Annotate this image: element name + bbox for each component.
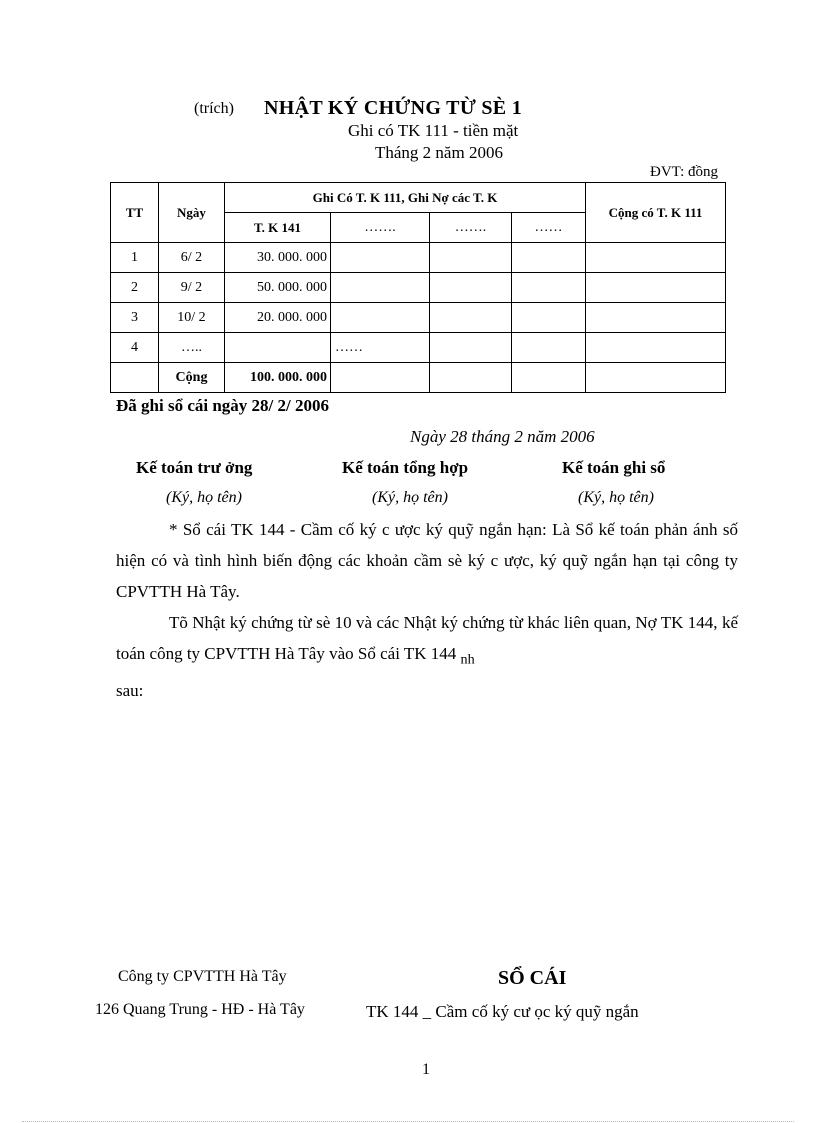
cell-c4 xyxy=(512,243,586,273)
cell-c4 xyxy=(512,363,586,393)
signature-note: (Ký, họ tên) xyxy=(372,489,448,506)
journal-period: Tháng 2 năm 2006 xyxy=(375,143,503,162)
table-row xyxy=(111,333,726,363)
paragraph-ledger-source-end: sau: xyxy=(116,681,144,701)
cell-tt: 4 xyxy=(111,333,159,363)
group-header: Ghi Có T. K 111, Ghi Nợ các T. K xyxy=(225,183,586,213)
cell-date: 9/ 2 xyxy=(159,273,225,303)
page-number: 1 xyxy=(422,1061,430,1078)
cell-tk141: 30. 000. 000 xyxy=(225,243,331,273)
signature-note: (Ký, họ tên) xyxy=(166,489,242,506)
title-prefix: (trích) xyxy=(194,100,234,117)
table-header-row xyxy=(111,183,726,213)
page-title: NHẬT KÝ CHỨNG TỪ SÈ 1 xyxy=(264,97,522,119)
table-sum-row xyxy=(111,363,726,393)
table-row xyxy=(111,243,726,273)
paragraph-ledger-description: * Sổ cái TK 144 - Cầm cố ký c ược ký quỹ ngắn hạn: Là Sổ kế toán phản ánh số hiện có và tình hình biến động các khoản cầm sè ký c ược, ký quỹ ngắn hạn tại công ty CPVTTH Hà Tây. xyxy=(116,520,738,601)
subcol-2: ……. xyxy=(331,213,430,243)
cell-total xyxy=(586,243,726,273)
table-row xyxy=(111,273,726,303)
col-tt-header: TT xyxy=(111,183,159,243)
company-name: Công ty CPVTTH Hà Tây xyxy=(118,968,287,985)
cell-c2 xyxy=(331,273,430,303)
cell-date: 10/ 2 xyxy=(159,303,225,333)
page-bottom-divider xyxy=(22,1121,794,1122)
signature-bookkeeper: Kế toán ghi sổ xyxy=(562,458,666,477)
cell-total xyxy=(586,303,726,333)
cell-c2 xyxy=(331,303,430,333)
cell-c3 xyxy=(430,363,512,393)
cell-total xyxy=(586,333,726,363)
body-text xyxy=(116,514,738,706)
paragraph-ledger-source-text: Tõ Nhật ký chứng từ sè 10 và các Nhật ký chứng từ khác liên quan, Nợ TK 144, kế toán công ty CPVTTH Hà Tây vào Sổ cái TK 144 xyxy=(116,613,738,663)
cell-tk141: 50. 000. 000 xyxy=(225,273,331,303)
cell-tt: 2 xyxy=(111,273,159,303)
subcol-4: …… xyxy=(512,213,586,243)
cell-c2 xyxy=(331,363,430,393)
paragraph-ledger-source xyxy=(116,607,738,706)
col-date-header: Ngày xyxy=(159,183,225,243)
cell-c3 xyxy=(430,243,512,273)
cell-date: 6/ 2 xyxy=(159,243,225,273)
cell-total xyxy=(586,273,726,303)
cell-tt: 3 xyxy=(111,303,159,333)
cell-c4 xyxy=(512,273,586,303)
journal-table xyxy=(110,182,726,393)
cell-date: ….. xyxy=(159,333,225,363)
sign-date: Ngày 28 tháng 2 năm 2006 xyxy=(410,427,595,446)
sum-label: Cộng xyxy=(159,363,225,393)
cell-c3 xyxy=(430,303,512,333)
paragraph-ledger-source-sub: nh xyxy=(460,651,475,668)
ledger-title: SỔ CÁI xyxy=(498,967,567,989)
cell-c3 xyxy=(430,273,512,303)
cell-c3 xyxy=(430,333,512,363)
signature-note: (Ký, họ tên) xyxy=(578,489,654,506)
table-row xyxy=(111,303,726,333)
sum-tk141: 100. 000. 000 xyxy=(225,363,331,393)
cell-c4 xyxy=(512,303,586,333)
col-total-header: Cộng có T. K 111 xyxy=(586,183,726,243)
cell-c2: …… xyxy=(331,333,430,363)
cell-c2 xyxy=(331,243,430,273)
subcol-3: ……. xyxy=(430,213,512,243)
cell-total xyxy=(586,363,726,393)
ledger-account: TK 144 _ Cầm cố ký cư ọc ký quỹ ngắn xyxy=(366,1002,639,1021)
signature-chief-accountant: Kế toán trư ởng xyxy=(136,458,253,477)
company-address: 126 Quang Trung - HĐ - Hà Tây xyxy=(95,1001,305,1018)
subcol-tk141: T. K 141 xyxy=(225,213,331,243)
journal-subtitle: Ghi có TK 111 - tiền mặt xyxy=(348,121,519,140)
posted-note: Đã ghi sổ cái ngày 28/ 2/ 2006 xyxy=(116,396,329,415)
currency-unit: ĐVT: đồng xyxy=(650,164,718,180)
cell-tk141 xyxy=(225,333,331,363)
signature-general-accountant: Kế toán tổng hợp xyxy=(342,458,469,477)
cell-c4 xyxy=(512,333,586,363)
cell-tt xyxy=(111,363,159,393)
cell-tt: 1 xyxy=(111,243,159,273)
cell-tk141: 20. 000. 000 xyxy=(225,303,331,333)
